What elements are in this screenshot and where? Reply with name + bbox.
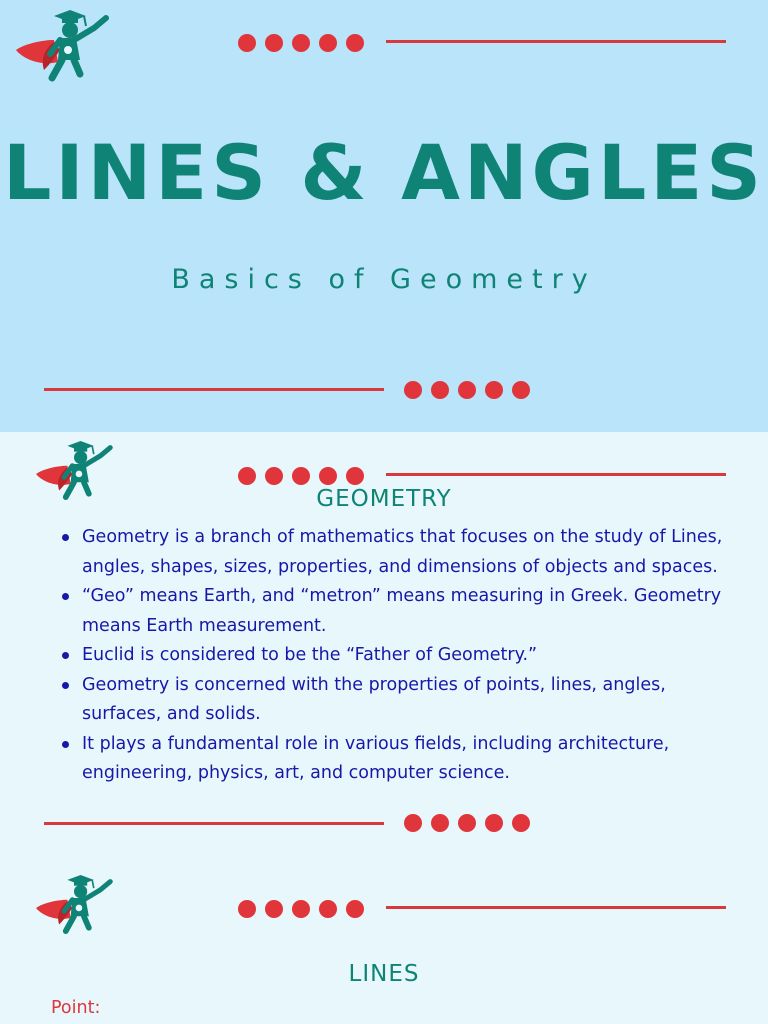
page-subtitle: Basics of Geometry bbox=[171, 264, 597, 295]
decorative-dots bbox=[238, 467, 364, 485]
divider-line bbox=[386, 473, 726, 476]
dot bbox=[265, 467, 283, 485]
decorative-dots bbox=[238, 34, 364, 52]
bullet-item: Geometry is a branch of mathematics that focuses on the study of Lines, angles, shapes, sizes, properties, and dimensions of objects and spaces. bbox=[58, 523, 748, 582]
superhero-graduate-mascot-icon bbox=[34, 870, 114, 936]
page-title: LINES & ANGLES bbox=[2, 128, 766, 217]
dot bbox=[319, 467, 337, 485]
dot bbox=[265, 900, 283, 918]
decorative-dots bbox=[404, 381, 530, 399]
dot bbox=[346, 467, 364, 485]
dot bbox=[404, 814, 422, 832]
divider-line bbox=[44, 822, 384, 825]
dot bbox=[292, 900, 310, 918]
bullet-item: Euclid is considered to be the “Father of Geometry.” bbox=[58, 641, 748, 671]
dot bbox=[319, 34, 337, 52]
dot bbox=[485, 381, 503, 399]
geometry-heading: GEOMETRY bbox=[316, 486, 452, 512]
dot bbox=[346, 900, 364, 918]
dot bbox=[265, 34, 283, 52]
dot bbox=[458, 381, 476, 399]
decorative-dots bbox=[238, 900, 364, 918]
dot bbox=[238, 467, 256, 485]
dot bbox=[238, 900, 256, 918]
dot bbox=[238, 34, 256, 52]
dot bbox=[319, 900, 337, 918]
dot bbox=[292, 34, 310, 52]
geometry-bullet-list bbox=[58, 523, 748, 789]
dot bbox=[458, 814, 476, 832]
divider-line bbox=[386, 906, 726, 909]
bullet-item: It plays a fundamental role in various fields, including architecture, engineering, physics, art, and computer science. bbox=[58, 730, 748, 789]
bullet-item: “Geo” means Earth, and “metron” means measuring in Greek. Geometry means Earth measurement. bbox=[58, 582, 748, 641]
dot bbox=[431, 381, 449, 399]
dot bbox=[485, 814, 503, 832]
dot bbox=[512, 814, 530, 832]
dot bbox=[346, 34, 364, 52]
dot bbox=[404, 381, 422, 399]
divider-line bbox=[44, 388, 384, 391]
dot bbox=[512, 381, 530, 399]
divider-line bbox=[386, 40, 726, 43]
dot bbox=[292, 467, 310, 485]
point-label: Point: bbox=[51, 998, 101, 1018]
decorative-dots bbox=[404, 814, 530, 832]
lines-heading: LINES bbox=[348, 961, 420, 987]
dot bbox=[431, 814, 449, 832]
bullet-item: Geometry is concerned with the properties of points, lines, angles, surfaces, and solids. bbox=[58, 671, 748, 730]
superhero-graduate-mascot-icon bbox=[14, 4, 110, 84]
